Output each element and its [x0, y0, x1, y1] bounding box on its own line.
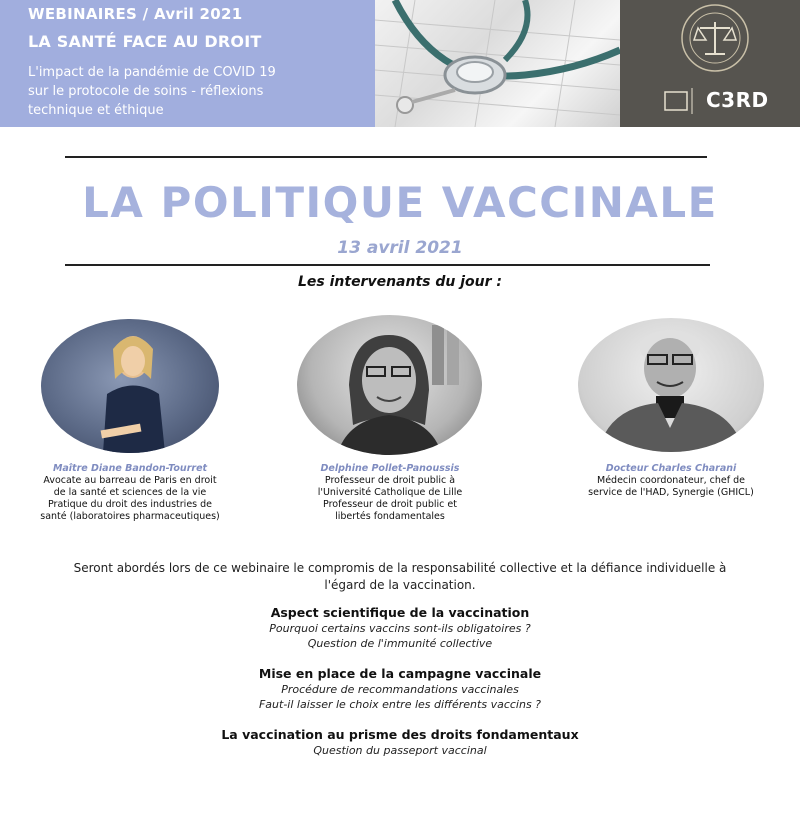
banner-subtitle-line: sur le protocole de soins - réflexions [28, 84, 264, 99]
speaker-3-description [560, 475, 782, 499]
section-fundamental-rights [0, 726, 800, 758]
intro-line: Seront abordés lors de ce webinaire le compromis de la responsabilité collective et la défiance individuelle à [73, 561, 727, 575]
section-item: Faut-il laisser le choix entre les différents vaccins ? [258, 698, 542, 711]
speaker-1-desc-line: Pratique du droit des industries de [47, 499, 213, 510]
speaker-2-desc-line: Professeur de droit public à [324, 475, 456, 486]
stethoscope-icon [375, 0, 620, 127]
intro-paragraph [0, 560, 800, 594]
speaker-2-desc-line: libertés fondamentales [335, 511, 445, 522]
speaker-2-portrait [297, 315, 482, 455]
speaker-3-desc-line: Médecin coordonateur, chef de [597, 475, 745, 486]
speaker-1-desc-line: santé (laboratoires pharmaceutiques) [40, 511, 220, 522]
c3rd-logo-text: C3RD [706, 88, 769, 112]
banner-subtitle-line: technique et éthique [28, 103, 164, 118]
speaker-3-portrait [578, 318, 764, 452]
speaker-1-portrait [41, 319, 219, 453]
banner-subtitle [28, 63, 368, 120]
bottom-divider [65, 264, 710, 266]
speaker-3-desc-line: service de l'HAD, Synergie (GHICL) [588, 487, 754, 498]
banner-title: LA SANTÉ FACE AU DROIT [28, 32, 262, 51]
section-scientific [0, 604, 800, 651]
section-title: La vaccination au prisme des droits fondamentaux [221, 727, 579, 742]
speaker-1-desc-line: de la santé et sciences de la vie [53, 487, 207, 498]
section-title: Mise en place de la campagne vaccinale [258, 666, 542, 681]
header-banner [0, 0, 800, 127]
stethoscope-photo [375, 0, 620, 127]
section-campaign [0, 665, 800, 712]
speaker-3-name: Docteur Charles Charani [605, 463, 737, 474]
banner-webinaires: WEBINAIRES / Avril 2021 [28, 5, 243, 23]
section-item: Question de l'immunité collective [307, 637, 493, 650]
speaker-1-desc-line: Avocate au barreau de Paris en droit [43, 475, 217, 486]
c3rd-logo-panel [620, 0, 800, 127]
person-icon [297, 315, 482, 455]
banner-subtitle-line: L'impact de la pandémie de COVID 19 [28, 65, 276, 80]
page-title: LA POLITIQUE VACCINALE [82, 178, 718, 227]
speaker-1-name: Maître Diane Bandon-Tourret [52, 463, 208, 474]
speaker-2-name: Delphine Pollet-Panoussis [320, 463, 460, 474]
section-item: Procédure de recommandations vaccinales [281, 683, 519, 696]
person-icon [41, 319, 219, 453]
speakers-heading: Les intervenants du jour : [297, 274, 502, 290]
speaker-2-desc-line: l'Université Catholique de Lille [317, 487, 463, 498]
section-title: Aspect scientifique de la vaccination [270, 605, 530, 620]
intro-line: l'égard de la vaccination. [324, 578, 476, 592]
speaker-1-description [20, 475, 240, 523]
person-icon [578, 318, 764, 452]
event-date: 13 avril 2021 [337, 238, 463, 258]
banner-text-panel [0, 0, 375, 127]
top-divider [65, 156, 707, 158]
speaker-2-description [275, 475, 505, 523]
speaker-2-desc-line: Professeur de droit public et [323, 499, 457, 510]
section-item: Question du passeport vaccinal [313, 744, 487, 757]
section-item: Pourquoi certains vaccins sont-ils obligatoires ? [269, 622, 531, 635]
